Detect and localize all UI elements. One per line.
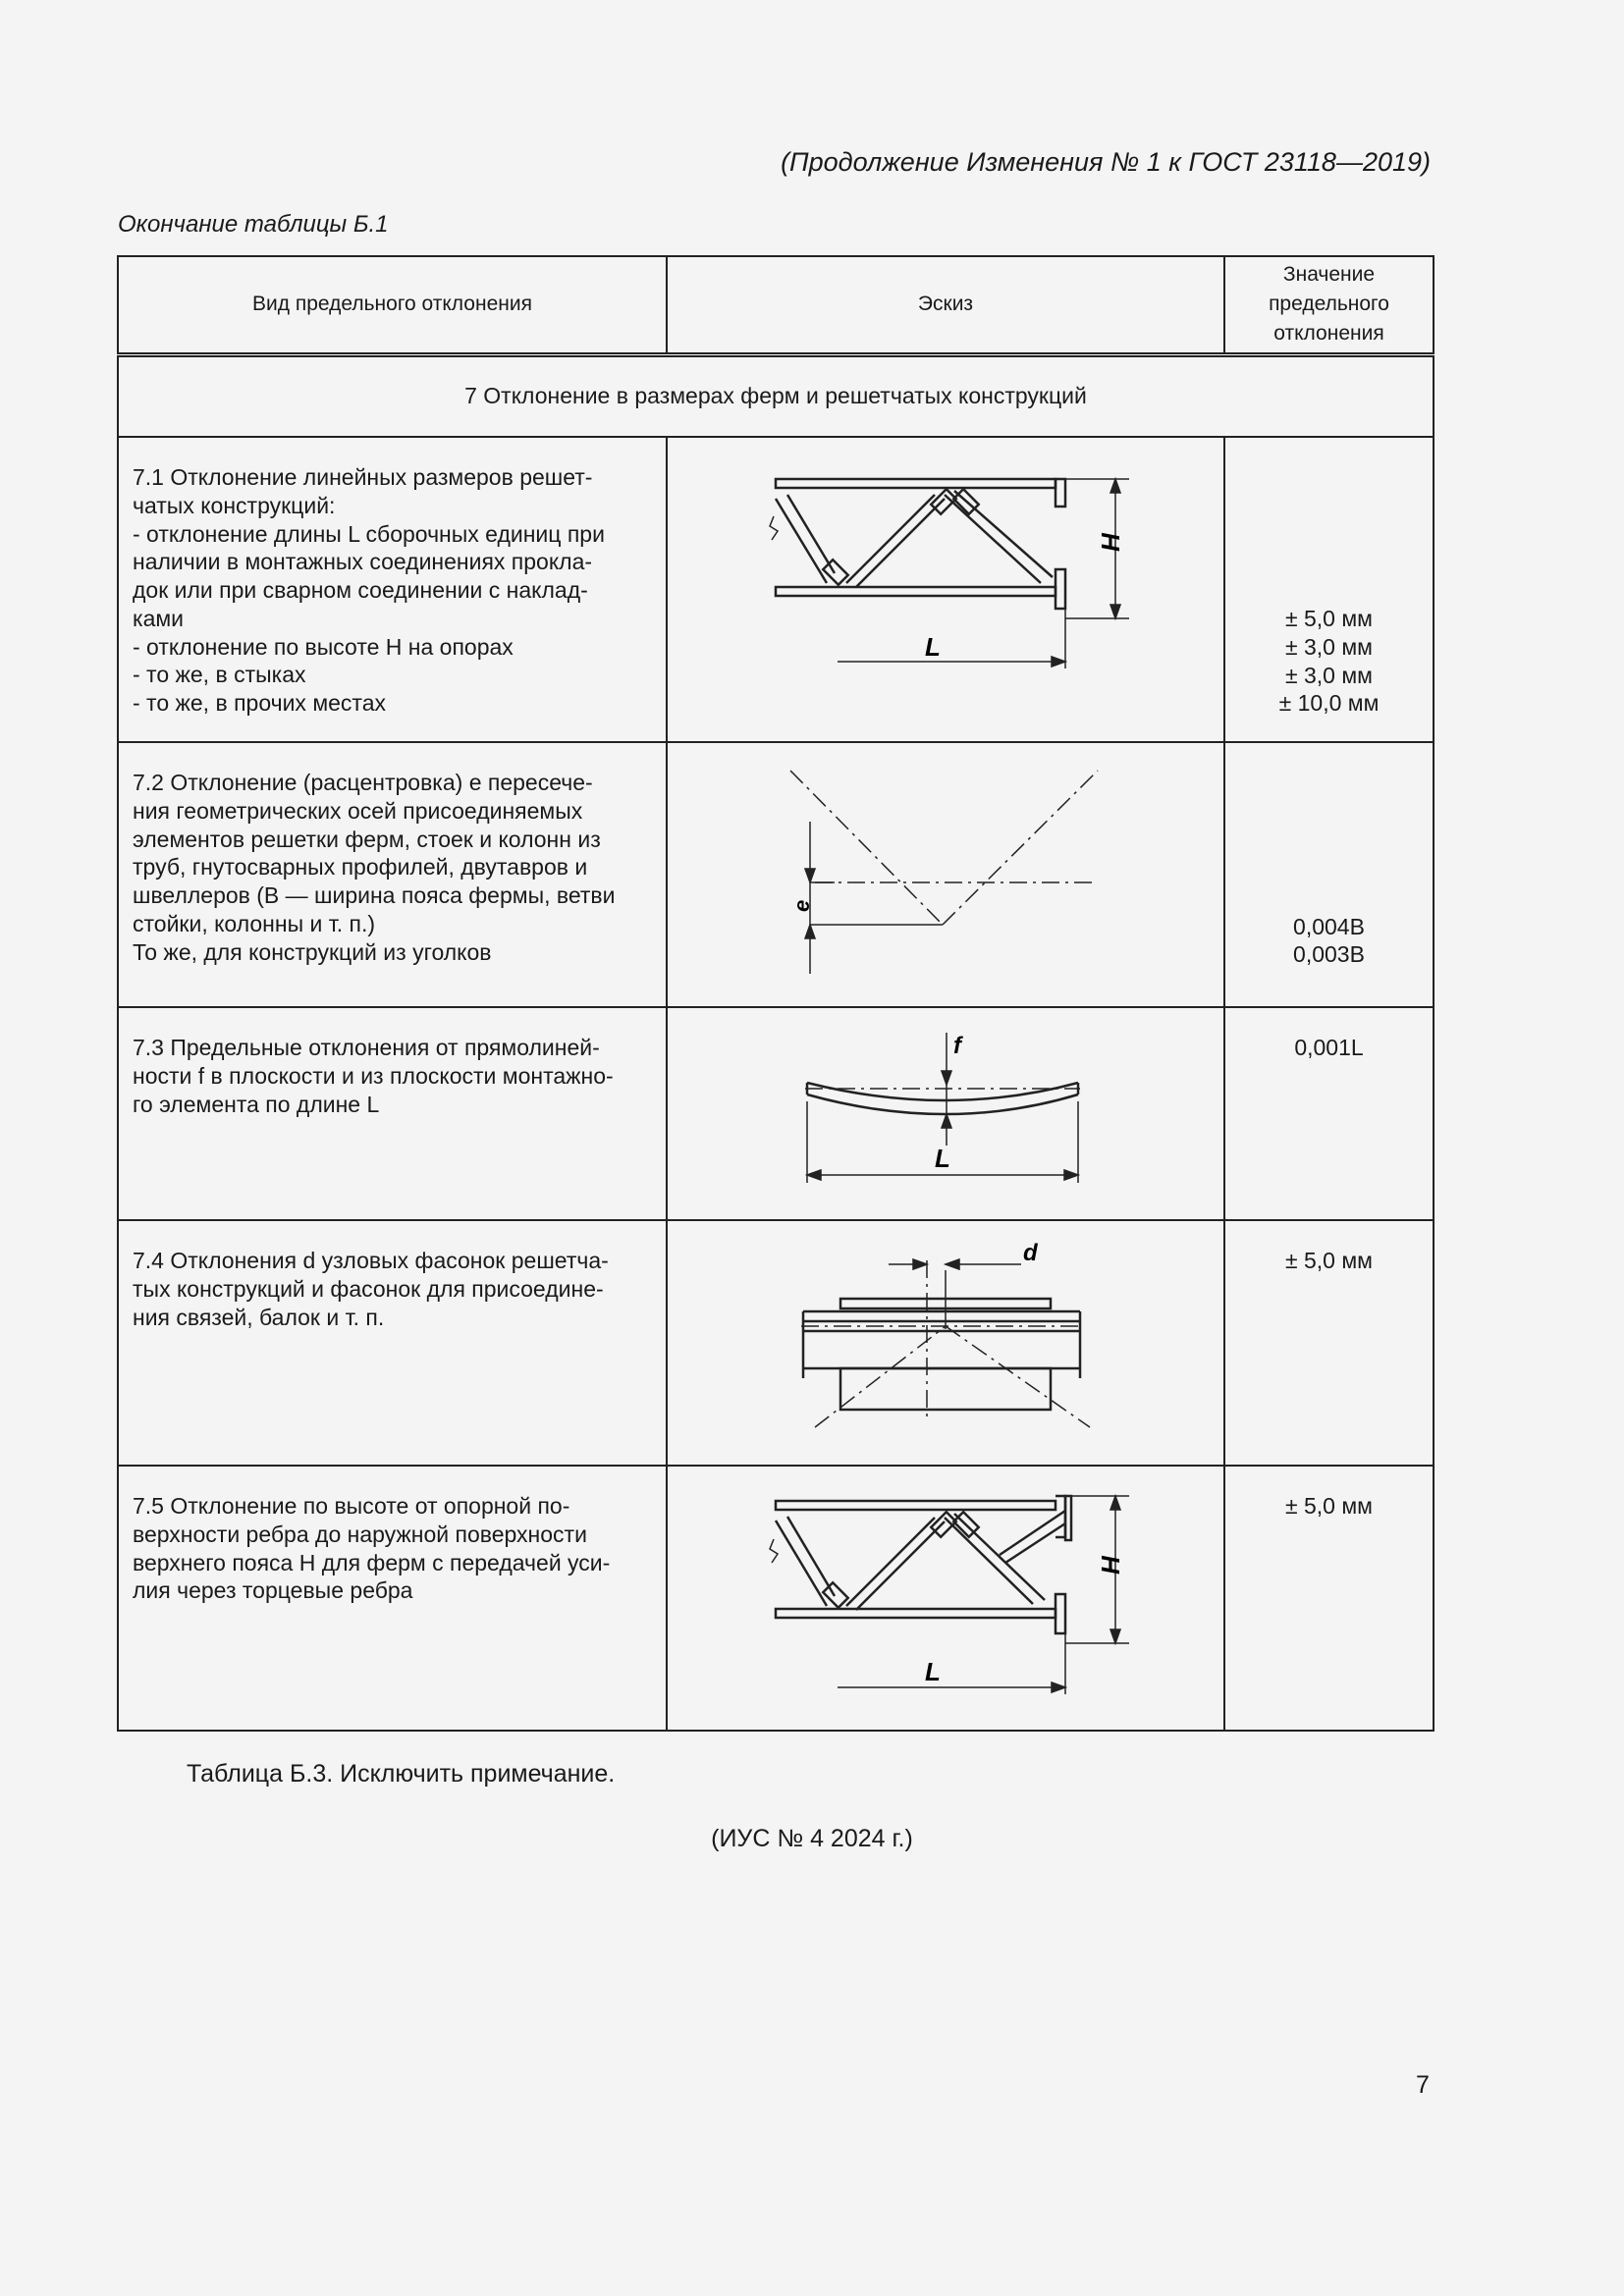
row-7-4-values: ± 5,0 мм xyxy=(1224,1220,1434,1466)
row-7-2-description: 7.2 Отклонение (расцентровка) e пересече- ния геометрических осей присоединяемых элементов решетки ферм, стоек и колонн из труб, гнутосварных профилей, двутавров и швеллеров (B — ширина пояса фермы, ветви стойки, колонны и т. п.) То же, для конструкций из уголков xyxy=(118,742,667,1007)
sketch-label-d: d xyxy=(1023,1240,1038,1266)
table-row xyxy=(118,437,1434,742)
row-7-3-values: 0,001L xyxy=(1224,1007,1434,1220)
ius-reference: (ИУС № 4 2024 г.) xyxy=(711,1825,913,1852)
truss-height-sketch xyxy=(668,438,1223,743)
row-7-5-values: ± 5,0 мм xyxy=(1224,1466,1434,1731)
table-row xyxy=(118,1007,1434,1220)
row-7-1-description: 7.1 Отклонение линейных размеров решет- чатых конструкций: - отклонение длины L сборочных единиц при наличии в монтажных соединениях прокла- док или при сварном соединении с наклад- ками - отклонение по высоте H на опорах - то же, в стыках - то же, в прочих местах xyxy=(118,437,667,742)
sketch-label-l: L xyxy=(935,1144,950,1173)
sketch-label-e: e xyxy=(789,899,814,912)
row-7-2-sketch xyxy=(667,742,1224,1007)
sketch-label-h: H xyxy=(1096,533,1125,552)
section-title: 7 Отклонение в размерах ферм и решетчатых конструкций xyxy=(118,354,1434,437)
col-header-value: Значение предельного отклонения xyxy=(1224,256,1434,354)
col-header-type: Вид предельного отклонения xyxy=(118,256,667,354)
row-7-1-values: ± 5,0 мм ± 3,0 мм ± 3,0 мм ± 10,0 мм xyxy=(1224,437,1434,742)
col-header-sketch: Эскиз xyxy=(667,256,1224,354)
row-7-4-description: 7.4 Отклонения d узловых фасонок решетча- тых конструкций и фасонок для присоедине- ния связей, балок и т. п. xyxy=(118,1220,667,1466)
sketch-label-h: H xyxy=(1096,1556,1125,1575)
table-row xyxy=(118,742,1434,1007)
sketch-label-f: f xyxy=(953,1033,961,1059)
straightness-sketch xyxy=(668,1008,1223,1221)
table-row xyxy=(118,1466,1434,1731)
table-row xyxy=(118,1220,1434,1466)
deviation-table xyxy=(117,255,1435,1732)
sketch-label-l: L xyxy=(925,1657,941,1686)
sketch-label-l: L xyxy=(925,632,941,662)
document-header: (Продолжение Изменения № 1 к ГОСТ 23118—2019) xyxy=(781,147,1431,177)
row-7-5-description: 7.5 Отклонение по высоте от опорной по- верхности ребра до наружной поверхности верхнего пояса H для ферм с передачей уси- лия через торцевые ребра xyxy=(118,1466,667,1731)
table-b3-note: Таблица Б.3. Исключить примечание. xyxy=(187,1760,616,1788)
row-7-2-values: 0,004B 0,003B xyxy=(1224,742,1434,1007)
row-7-4-sketch xyxy=(667,1220,1224,1466)
row-7-1-sketch xyxy=(667,437,1224,742)
row-7-3-sketch xyxy=(667,1007,1224,1220)
row-7-3-description: 7.3 Предельные отклонения от прямолиней- ности f в плоскости и из плоскости монтажно- го элемента по длине L xyxy=(118,1007,667,1220)
gusset-sketch xyxy=(668,1221,1223,1467)
table-caption: Окончание таблицы Б.1 xyxy=(118,211,389,238)
eccentricity-sketch xyxy=(668,743,1223,1008)
page-number: 7 xyxy=(1416,2071,1430,2099)
truss-end-rib-sketch xyxy=(668,1467,1223,1732)
row-7-5-sketch xyxy=(667,1466,1224,1731)
